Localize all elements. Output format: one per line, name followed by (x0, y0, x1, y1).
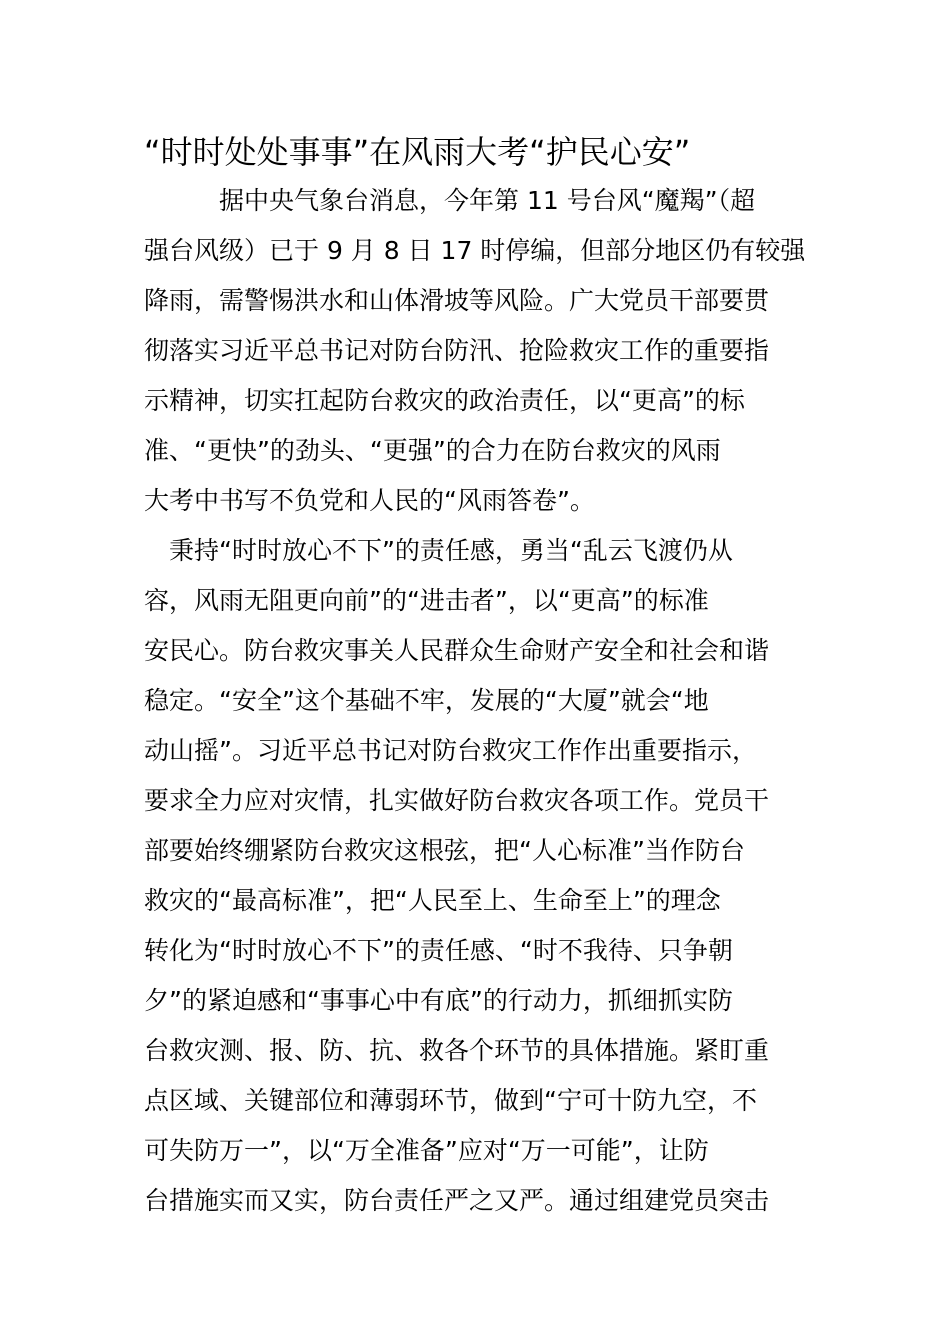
paragraph-line: 部要始终绷紧防台救灾这根弦，把“人心标准”当作防台 (144, 836, 745, 865)
paragraph-line: 强台风级）已于 9 月 8 日 17 时停编，但部分地区仍有较强 (144, 236, 806, 265)
paragraph-line: 台救灾测、报、防、抗、救各个环节的具体措施。紧盯重 (144, 1036, 770, 1065)
paragraph-line: 夕”的紧迫感和“事事心中有底”的行动力，抓细抓实防 (144, 986, 733, 1015)
paragraph-line: 救灾的“最高标准”，把“人民至上、生命至上”的理念 (144, 886, 721, 915)
document-title: “时时处处事事”在风雨大考“护民心安” (144, 133, 691, 171)
paragraph-line: 彻落实习近平总书记对防台防汛、抢险救灾工作的重要指 (144, 336, 770, 365)
paragraph-1 (144, 176, 814, 526)
paragraph-line: 安民心。防台救灾事关人民群众生命财产安全和社会和谐 (144, 636, 770, 665)
paragraph-line: 大考中书写不负党和人民的“风雨答卷”。 (144, 486, 595, 515)
paragraph-line: 转化为“时时放心不下”的责任感、“时不我待、只争朝 (144, 936, 733, 965)
paragraph-line: 容，风雨无阻更向前”的“进击者”，以“更高”的标准 (144, 586, 709, 615)
paragraph-line: 秉持“时时放心不下”的责任感，勇当“乱云飞渡仍从 (169, 536, 733, 565)
paragraph-line: 点区域、关键部位和薄弱环节，做到“宁可十防九空，不 (144, 1086, 757, 1115)
paragraph-line: 示精神，切实扛起防台救灾的政治责任，以“更高”的标 (144, 386, 745, 415)
paragraph-line: 稳定。“安全”这个基础不牢，发展的“大厦”就会“地 (144, 686, 709, 715)
paragraph-line: 台措施实而又实，防台责任严之又严。通过组建党员突击 (144, 1186, 770, 1215)
paragraph-line: 降雨，需警惕洪水和山体滑坡等风险。广大党员干部要贯 (144, 286, 770, 315)
paragraph-line: 要求全力应对灾情，扎实做好防台救灾各项工作。党员干 (144, 786, 770, 815)
paragraph-line: 动山摇”。习近平总书记对防台救灾工作作出重要指示， (144, 736, 757, 765)
paragraph-line: 据中央气象台消息，今年第 11 号台风“魔羯”（超 (219, 186, 756, 215)
paragraph-line: 准、“更快”的劲头、“更强”的合力在防台救灾的风雨 (144, 436, 721, 465)
paragraph-2 (144, 526, 814, 1226)
paragraph-line: 可失防万一”，以“万全准备”应对“万一可能”，让防 (144, 1136, 709, 1165)
